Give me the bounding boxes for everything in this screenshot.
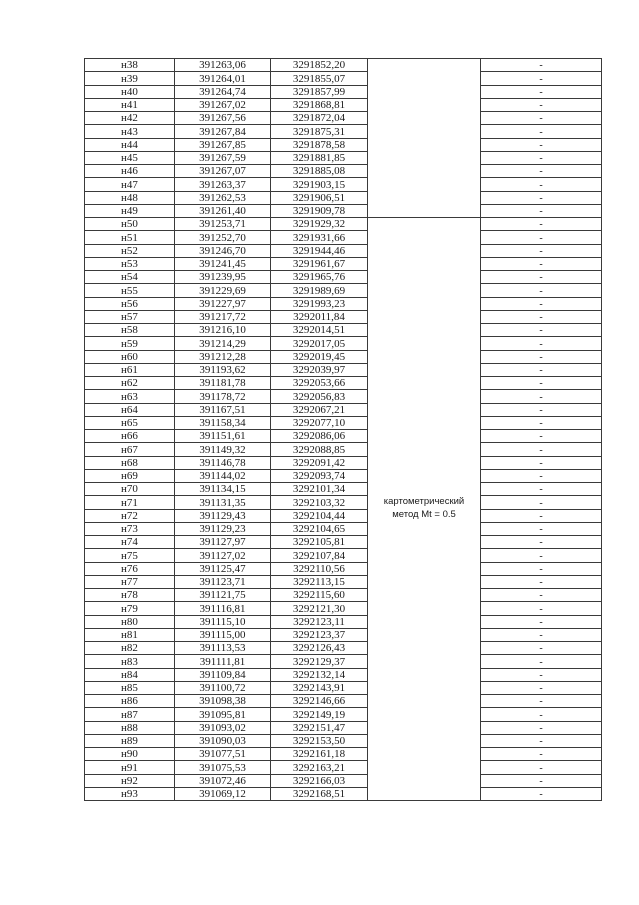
point-name-cell: н53 xyxy=(85,257,175,270)
method-cell-empty xyxy=(368,59,481,218)
y-coordinate-cell: 3292101,34 xyxy=(271,483,368,496)
x-coordinate-cell: 391093,02 xyxy=(175,721,271,734)
point-name-cell: н39 xyxy=(85,72,175,85)
y-coordinate-cell: 3292161,18 xyxy=(271,748,368,761)
x-coordinate-cell: 391127,02 xyxy=(175,549,271,562)
note-cell: - xyxy=(481,602,602,615)
y-coordinate-cell: 3292077,10 xyxy=(271,416,368,429)
y-coordinate-cell: 3291961,67 xyxy=(271,257,368,270)
point-name-cell: н65 xyxy=(85,416,175,429)
point-name-cell: н61 xyxy=(85,363,175,376)
point-name-cell: н74 xyxy=(85,536,175,549)
y-coordinate-cell: 3292121,30 xyxy=(271,602,368,615)
point-name-cell: н87 xyxy=(85,708,175,721)
x-coordinate-cell: 391127,97 xyxy=(175,536,271,549)
y-coordinate-cell: 3292039,97 xyxy=(271,363,368,376)
note-cell: - xyxy=(481,721,602,734)
point-name-cell: н40 xyxy=(85,85,175,98)
x-coordinate-cell: 391146,78 xyxy=(175,456,271,469)
x-coordinate-cell: 391214,29 xyxy=(175,337,271,350)
note-cell: - xyxy=(481,85,602,98)
x-coordinate-cell: 391144,02 xyxy=(175,469,271,482)
point-name-cell: н42 xyxy=(85,112,175,125)
y-coordinate-cell: 3291931,66 xyxy=(271,231,368,244)
y-coordinate-cell: 3291903,15 xyxy=(271,178,368,191)
point-name-cell: н45 xyxy=(85,151,175,164)
x-coordinate-cell: 391263,06 xyxy=(175,59,271,72)
x-coordinate-cell: 391227,97 xyxy=(175,297,271,310)
x-coordinate-cell: 391253,71 xyxy=(175,218,271,231)
table-row xyxy=(85,642,602,655)
note-cell: - xyxy=(481,377,602,390)
x-coordinate-cell: 391134,15 xyxy=(175,483,271,496)
note-cell: - xyxy=(481,231,602,244)
y-coordinate-cell: 3292093,74 xyxy=(271,469,368,482)
note-cell: - xyxy=(481,284,602,297)
x-coordinate-cell: 391267,85 xyxy=(175,138,271,151)
x-coordinate-cell: 391121,75 xyxy=(175,589,271,602)
point-name-cell: н68 xyxy=(85,456,175,469)
y-coordinate-cell: 3292166,03 xyxy=(271,774,368,787)
x-coordinate-cell: 391267,02 xyxy=(175,98,271,111)
x-coordinate-cell: 391262,53 xyxy=(175,191,271,204)
coordinates-table-body xyxy=(85,59,602,801)
x-coordinate-cell: 391129,23 xyxy=(175,522,271,535)
point-name-cell: н56 xyxy=(85,297,175,310)
note-cell: - xyxy=(481,430,602,443)
y-coordinate-cell: 3292132,14 xyxy=(271,668,368,681)
x-coordinate-cell: 391181,78 xyxy=(175,377,271,390)
x-coordinate-cell: 391115,00 xyxy=(175,628,271,641)
note-cell: - xyxy=(481,787,602,800)
point-name-cell: н82 xyxy=(85,642,175,655)
x-coordinate-cell: 391115,10 xyxy=(175,615,271,628)
point-name-cell: н80 xyxy=(85,615,175,628)
x-coordinate-cell: 391125,47 xyxy=(175,562,271,575)
point-name-cell: н89 xyxy=(85,734,175,747)
x-coordinate-cell: 391109,84 xyxy=(175,668,271,681)
point-name-cell: н72 xyxy=(85,509,175,522)
note-cell: - xyxy=(481,271,602,284)
table-row xyxy=(85,403,602,416)
point-name-cell: н67 xyxy=(85,443,175,456)
point-name-cell: н79 xyxy=(85,602,175,615)
note-cell: - xyxy=(481,72,602,85)
note-cell: - xyxy=(481,483,602,496)
table-row xyxy=(85,310,602,323)
note-cell: - xyxy=(481,708,602,721)
point-name-cell: н66 xyxy=(85,430,175,443)
note-cell: - xyxy=(481,761,602,774)
point-name-cell: н70 xyxy=(85,483,175,496)
point-name-cell: н58 xyxy=(85,324,175,337)
note-cell: - xyxy=(481,310,602,323)
table-row xyxy=(85,72,602,85)
note-cell: - xyxy=(481,681,602,694)
y-coordinate-cell: 3292011,84 xyxy=(271,310,368,323)
method-accuracy: метод Mt = 0.5 xyxy=(392,509,456,520)
y-coordinate-cell: 3291944,46 xyxy=(271,244,368,257)
x-coordinate-cell: 391167,51 xyxy=(175,403,271,416)
x-coordinate-cell: 391263,37 xyxy=(175,178,271,191)
point-name-cell: н41 xyxy=(85,98,175,111)
x-coordinate-cell: 391151,61 xyxy=(175,430,271,443)
table-row xyxy=(85,655,602,668)
table-row xyxy=(85,509,602,522)
point-name-cell: н54 xyxy=(85,271,175,284)
x-coordinate-cell: 391178,72 xyxy=(175,390,271,403)
table-row xyxy=(85,615,602,628)
y-coordinate-cell: 3292086,06 xyxy=(271,430,368,443)
note-cell: - xyxy=(481,297,602,310)
note-cell: - xyxy=(481,204,602,217)
table-row xyxy=(85,549,602,562)
note-cell: - xyxy=(481,774,602,787)
point-name-cell: н38 xyxy=(85,59,175,72)
y-coordinate-cell: 3291929,32 xyxy=(271,218,368,231)
table-row xyxy=(85,244,602,257)
table-row xyxy=(85,668,602,681)
note-cell: - xyxy=(481,496,602,509)
table-row xyxy=(85,98,602,111)
y-coordinate-cell: 3291857,99 xyxy=(271,85,368,98)
table-row xyxy=(85,748,602,761)
y-coordinate-cell: 3292091,42 xyxy=(271,456,368,469)
x-coordinate-cell: 391267,56 xyxy=(175,112,271,125)
point-name-cell: н92 xyxy=(85,774,175,787)
note-cell: - xyxy=(481,509,602,522)
y-coordinate-cell: 3292143,91 xyxy=(271,681,368,694)
x-coordinate-cell: 391252,70 xyxy=(175,231,271,244)
x-coordinate-cell: 391267,07 xyxy=(175,165,271,178)
x-coordinate-cell: 391193,62 xyxy=(175,363,271,376)
y-coordinate-cell: 3291909,78 xyxy=(271,204,368,217)
y-coordinate-cell: 3292123,37 xyxy=(271,628,368,641)
point-name-cell: н86 xyxy=(85,695,175,708)
point-name-cell: н88 xyxy=(85,721,175,734)
y-coordinate-cell: 3292146,66 xyxy=(271,695,368,708)
note-cell: - xyxy=(481,642,602,655)
table-row xyxy=(85,350,602,363)
point-name-cell: н51 xyxy=(85,231,175,244)
point-name-cell: н59 xyxy=(85,337,175,350)
table-row xyxy=(85,416,602,429)
point-name-cell: н55 xyxy=(85,284,175,297)
note-cell: - xyxy=(481,257,602,270)
table-row xyxy=(85,125,602,138)
point-name-cell: н44 xyxy=(85,138,175,151)
note-cell: - xyxy=(481,151,602,164)
note-cell: - xyxy=(481,562,602,575)
point-name-cell: н47 xyxy=(85,178,175,191)
table-row xyxy=(85,430,602,443)
table-row xyxy=(85,774,602,787)
note-cell: - xyxy=(481,695,602,708)
note-cell: - xyxy=(481,549,602,562)
point-name-cell: н83 xyxy=(85,655,175,668)
x-coordinate-cell: 391111,81 xyxy=(175,655,271,668)
y-coordinate-cell: 3292067,21 xyxy=(271,403,368,416)
y-coordinate-cell: 3292053,66 xyxy=(271,377,368,390)
x-coordinate-cell: 391100,72 xyxy=(175,681,271,694)
y-coordinate-cell: 3292123,11 xyxy=(271,615,368,628)
note-cell: - xyxy=(481,456,602,469)
point-name-cell: н46 xyxy=(85,165,175,178)
table-row xyxy=(85,469,602,482)
note-cell: - xyxy=(481,165,602,178)
point-name-cell: н71 xyxy=(85,496,175,509)
table-row xyxy=(85,575,602,588)
table-row xyxy=(85,178,602,191)
note-cell: - xyxy=(481,337,602,350)
y-coordinate-cell: 3292129,37 xyxy=(271,655,368,668)
table-row xyxy=(85,761,602,774)
table-row xyxy=(85,443,602,456)
note-cell: - xyxy=(481,575,602,588)
note-cell: - xyxy=(481,748,602,761)
x-coordinate-cell: 391116,81 xyxy=(175,602,271,615)
x-coordinate-cell: 391212,28 xyxy=(175,350,271,363)
x-coordinate-cell: 391129,43 xyxy=(175,509,271,522)
x-coordinate-cell: 391217,72 xyxy=(175,310,271,323)
table-row xyxy=(85,589,602,602)
table-row xyxy=(85,297,602,310)
y-coordinate-cell: 3292014,51 xyxy=(271,324,368,337)
table-row xyxy=(85,377,602,390)
y-coordinate-cell: 3291965,76 xyxy=(271,271,368,284)
y-coordinate-cell: 3292103,32 xyxy=(271,496,368,509)
x-coordinate-cell: 391216,10 xyxy=(175,324,271,337)
note-cell: - xyxy=(481,59,602,72)
table-row xyxy=(85,191,602,204)
point-name-cell: н64 xyxy=(85,403,175,416)
point-name-cell: н90 xyxy=(85,748,175,761)
y-coordinate-cell: 3291878,58 xyxy=(271,138,368,151)
x-coordinate-cell: 391261,40 xyxy=(175,204,271,217)
point-name-cell: н84 xyxy=(85,668,175,681)
table-row xyxy=(85,390,602,403)
y-coordinate-cell: 3291881,85 xyxy=(271,151,368,164)
note-cell: - xyxy=(481,324,602,337)
point-name-cell: н49 xyxy=(85,204,175,217)
method-cell xyxy=(368,218,481,801)
table-row xyxy=(85,324,602,337)
point-name-cell: н73 xyxy=(85,522,175,535)
note-cell: - xyxy=(481,244,602,257)
x-coordinate-cell: 391072,46 xyxy=(175,774,271,787)
note-cell: - xyxy=(481,589,602,602)
y-coordinate-cell: 3292107,84 xyxy=(271,549,368,562)
y-coordinate-cell: 3292019,45 xyxy=(271,350,368,363)
point-name-cell: н50 xyxy=(85,218,175,231)
y-coordinate-cell: 3291872,04 xyxy=(271,112,368,125)
table-row xyxy=(85,231,602,244)
x-coordinate-cell: 391246,70 xyxy=(175,244,271,257)
y-coordinate-cell: 3292104,44 xyxy=(271,509,368,522)
y-coordinate-cell: 3292056,83 xyxy=(271,390,368,403)
point-name-cell: н75 xyxy=(85,549,175,562)
note-cell: - xyxy=(481,390,602,403)
y-coordinate-cell: 3292151,47 xyxy=(271,721,368,734)
y-coordinate-cell: 3291906,51 xyxy=(271,191,368,204)
x-coordinate-cell: 391090,03 xyxy=(175,734,271,747)
point-name-cell: н85 xyxy=(85,681,175,694)
point-name-cell: н63 xyxy=(85,390,175,403)
y-coordinate-cell: 3291875,31 xyxy=(271,125,368,138)
point-name-cell: н78 xyxy=(85,589,175,602)
table-row xyxy=(85,165,602,178)
table-row xyxy=(85,522,602,535)
table-row xyxy=(85,271,602,284)
point-name-cell: н52 xyxy=(85,244,175,257)
table-row xyxy=(85,257,602,270)
table-row xyxy=(85,363,602,376)
point-name-cell: н81 xyxy=(85,628,175,641)
note-cell: - xyxy=(481,403,602,416)
x-coordinate-cell: 391098,38 xyxy=(175,695,271,708)
point-name-cell: н48 xyxy=(85,191,175,204)
x-coordinate-cell: 391131,35 xyxy=(175,496,271,509)
x-coordinate-cell: 391158,34 xyxy=(175,416,271,429)
note-cell: - xyxy=(481,628,602,641)
note-cell: - xyxy=(481,98,602,111)
note-cell: - xyxy=(481,350,602,363)
y-coordinate-cell: 3291885,08 xyxy=(271,165,368,178)
note-cell: - xyxy=(481,138,602,151)
table-row xyxy=(85,708,602,721)
note-cell: - xyxy=(481,112,602,125)
y-coordinate-cell: 3292153,50 xyxy=(271,734,368,747)
note-cell: - xyxy=(481,218,602,231)
point-name-cell: н43 xyxy=(85,125,175,138)
point-name-cell: н62 xyxy=(85,377,175,390)
table-row xyxy=(85,337,602,350)
note-cell: - xyxy=(481,363,602,376)
note-cell: - xyxy=(481,469,602,482)
note-cell: - xyxy=(481,734,602,747)
x-coordinate-cell: 391264,74 xyxy=(175,85,271,98)
note-cell: - xyxy=(481,125,602,138)
y-coordinate-cell: 3291989,69 xyxy=(271,284,368,297)
table-row xyxy=(85,721,602,734)
point-name-cell: н91 xyxy=(85,761,175,774)
x-coordinate-cell: 391149,32 xyxy=(175,443,271,456)
table-row xyxy=(85,218,602,231)
note-cell: - xyxy=(481,668,602,681)
y-coordinate-cell: 3292149,19 xyxy=(271,708,368,721)
table-row xyxy=(85,112,602,125)
x-coordinate-cell: 391241,45 xyxy=(175,257,271,270)
point-name-cell: н93 xyxy=(85,787,175,800)
note-cell: - xyxy=(481,191,602,204)
y-coordinate-cell: 3292110,56 xyxy=(271,562,368,575)
x-coordinate-cell: 391075,53 xyxy=(175,761,271,774)
note-cell: - xyxy=(481,522,602,535)
y-coordinate-cell: 3292115,60 xyxy=(271,589,368,602)
table-row xyxy=(85,562,602,575)
table-row xyxy=(85,284,602,297)
table-row xyxy=(85,151,602,164)
table-row xyxy=(85,483,602,496)
table-row xyxy=(85,456,602,469)
table-row xyxy=(85,138,602,151)
x-coordinate-cell: 391229,69 xyxy=(175,284,271,297)
y-coordinate-cell: 3292104,65 xyxy=(271,522,368,535)
table-row xyxy=(85,536,602,549)
y-coordinate-cell: 3292017,05 xyxy=(271,337,368,350)
table-row xyxy=(85,602,602,615)
point-name-cell: н77 xyxy=(85,575,175,588)
coordinates-table xyxy=(84,58,602,801)
y-coordinate-cell: 3292163,21 xyxy=(271,761,368,774)
note-cell: - xyxy=(481,615,602,628)
table-row xyxy=(85,496,602,509)
x-coordinate-cell: 391239,95 xyxy=(175,271,271,284)
table-row xyxy=(85,695,602,708)
table-row xyxy=(85,681,602,694)
point-name-cell: н76 xyxy=(85,562,175,575)
method-name: картометрический xyxy=(383,496,465,508)
note-cell: - xyxy=(481,416,602,429)
x-coordinate-cell: 391264,01 xyxy=(175,72,271,85)
y-coordinate-cell: 3291993,23 xyxy=(271,297,368,310)
point-name-cell: н60 xyxy=(85,350,175,363)
x-coordinate-cell: 391077,51 xyxy=(175,748,271,761)
point-name-cell: н57 xyxy=(85,310,175,323)
table-row xyxy=(85,59,602,72)
point-name-cell: н69 xyxy=(85,469,175,482)
note-cell: - xyxy=(481,443,602,456)
table-row xyxy=(85,85,602,98)
table-row xyxy=(85,204,602,217)
y-coordinate-cell: 3292168,51 xyxy=(271,787,368,800)
table-row xyxy=(85,628,602,641)
x-coordinate-cell: 391113,53 xyxy=(175,642,271,655)
y-coordinate-cell: 3292105,81 xyxy=(271,536,368,549)
note-cell: - xyxy=(481,655,602,668)
note-cell: - xyxy=(481,178,602,191)
y-coordinate-cell: 3291852,20 xyxy=(271,59,368,72)
y-coordinate-cell: 3292088,85 xyxy=(271,443,368,456)
x-coordinate-cell: 391267,84 xyxy=(175,125,271,138)
table-row xyxy=(85,787,602,800)
x-coordinate-cell: 391069,12 xyxy=(175,787,271,800)
y-coordinate-cell: 3291855,07 xyxy=(271,72,368,85)
note-cell: - xyxy=(481,536,602,549)
x-coordinate-cell: 391267,59 xyxy=(175,151,271,164)
y-coordinate-cell: 3292113,15 xyxy=(271,575,368,588)
table-row xyxy=(85,734,602,747)
y-coordinate-cell: 3292126,43 xyxy=(271,642,368,655)
x-coordinate-cell: 391095,81 xyxy=(175,708,271,721)
x-coordinate-cell: 391123,71 xyxy=(175,575,271,588)
y-coordinate-cell: 3291868,81 xyxy=(271,98,368,111)
